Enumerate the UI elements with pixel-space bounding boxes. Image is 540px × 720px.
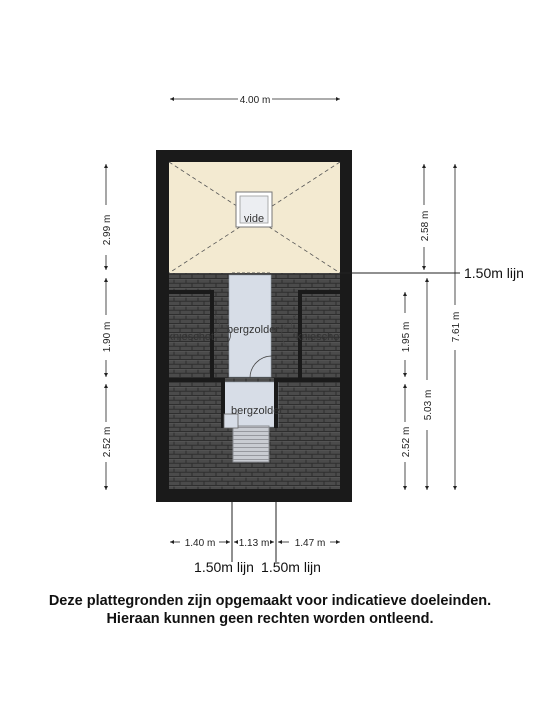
inner-wall [169,378,225,382]
dim-top-width: 4.00 m [239,95,271,106]
dim-right-mid-total: 5.03 m [423,389,434,421]
disclaimer-line-1: Deze plattegronden zijn opgemaakt voor indicatieve doeleinden. [48,593,492,609]
knieschot-wall-right [298,290,340,294]
dim-bottom-left: 1.40 m [184,538,216,549]
label-knieschot-left: knieschot [167,331,214,343]
disclaimer-line-2: Hieraan kunnen geen rechten worden ontleend. [106,611,434,627]
label-vide: vide [243,213,265,225]
dim-bottom-right: 1.47 m [294,538,326,549]
dim-left-lower: 2.52 m [102,426,113,458]
label-knieschot-left-clip [168,331,214,343]
knieschot-wall-left [169,290,214,294]
dim-right-lower: 2.52 m [401,426,412,458]
dim-right-middle: 1.95 m [401,321,412,353]
dim-bottom-middle: 1.13 m [238,538,270,549]
dim-left-upper: 2.99 m [102,214,113,246]
stairs [233,426,269,462]
label-line-150-bottom-left: 1.50m lijn [194,559,254,575]
label-bergzolder-bottom: bergzolder [231,405,283,417]
disclaimer [0,592,540,628]
label-bergzolder-top: bergzolder [227,324,279,336]
dim-right-upper: 2.58 m [420,210,431,242]
label-knieschot-right: knieschot [296,331,343,343]
dim-left-middle: 1.90 m [102,321,113,353]
label-line-150-right: 1.50m lijn [464,265,524,281]
label-line-150-bottom-right: 1.50m lijn [261,559,321,575]
label-knieschot-right-clip [296,331,342,343]
dim-right-total: 7.61 m [451,311,462,343]
